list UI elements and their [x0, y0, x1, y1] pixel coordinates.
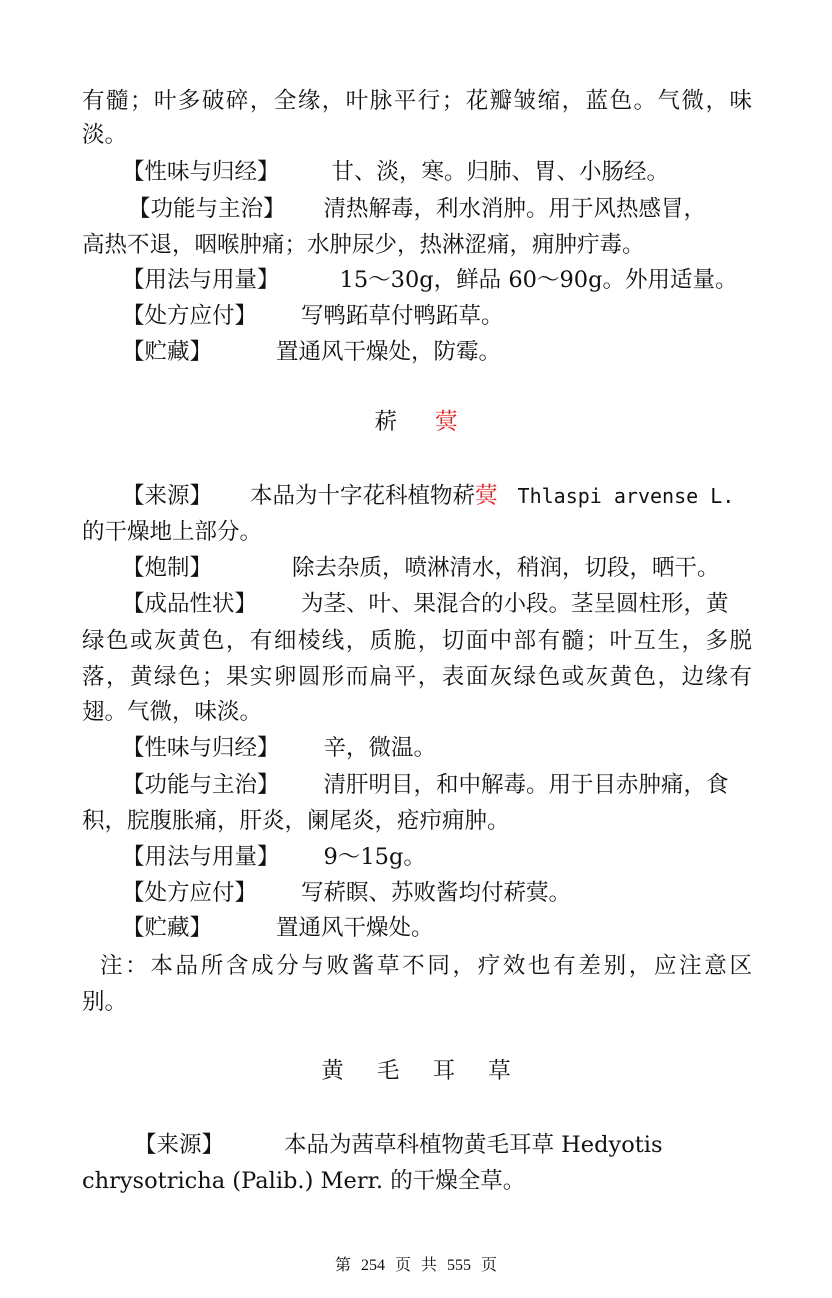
paragraph-line: chrysotricha (Palib.) Merr. 的干燥全草。	[82, 1168, 526, 1194]
note-line: 注：本品所含成分与败酱草不同，疗效也有差别，应注意区	[100, 953, 752, 979]
zhucang-row	[122, 911, 752, 945]
paragraph-line: 积，脘腹胀痛，肝炎，阑尾炎，疮疖痈肿。	[82, 808, 510, 834]
field-text: 清肝明目，和中解毒。用于目赤肿痛，食	[323, 772, 729, 798]
laiyuan-row	[134, 1128, 752, 1162]
field-label: 【性味与归经】	[122, 735, 280, 761]
yongfa-row	[122, 263, 752, 297]
field-text: 辛，微温。	[323, 735, 437, 761]
field-text: 写鸭跖草付鸭跖草。	[301, 303, 504, 329]
paragraph-line: 有髓；叶多破碎，全缘，叶脉平行；花瓣皱缩，蓝色。气微，味	[82, 88, 752, 114]
field-label: 【用法与用量】	[122, 267, 280, 293]
paragraph-line: 绿色或灰黄色，有细棱线，质脆，切面中部有髓；叶互生，多脱	[82, 628, 752, 654]
field-label: 【来源】	[122, 483, 213, 509]
chufang-row	[122, 299, 752, 333]
field-text: 写菥瞑、苏败酱均付菥蓂。	[301, 880, 572, 906]
field-label: 【用法与用量】	[122, 844, 280, 870]
field-label: 【处方应付】	[122, 303, 258, 329]
field-text: 甘、淡，寒。归肺、胃、小肠经。	[331, 159, 670, 185]
gongneng-row	[122, 768, 752, 802]
paragraph-line: 的干燥地上部分。	[82, 519, 263, 545]
xingwei-row	[122, 731, 752, 765]
paozhi-row	[122, 551, 752, 585]
highlight-char: 蓂	[475, 483, 498, 509]
field-text: 本品为十字花科植物菥	[250, 483, 476, 509]
field-text: 置通风干燥处，防霉。	[276, 339, 502, 365]
zhucang-row	[122, 335, 752, 369]
field-text: 置通风干燥处。	[276, 915, 434, 941]
note-line: 别。	[82, 989, 128, 1015]
entry-title	[0, 405, 832, 439]
paragraph-line: 高热不退，咽喉肿痛；水肿尿少，热淋涩痛，痈肿疔毒。	[82, 232, 645, 258]
field-text: 清热解毒，利水消肿。用于风热感冒，	[323, 196, 707, 222]
field-text: 本品为茜草科植物黄毛耳草 Hedyotis	[284, 1132, 663, 1158]
field-label: 【功能与主治】	[128, 196, 286, 222]
field-label: 【处方应付】	[122, 880, 258, 906]
paragraph-line: 淡。	[82, 122, 128, 148]
latin-name: Thlaspi arvense L.	[517, 484, 735, 508]
field-text: 15～30g，鲜品 60～90g。外用适量。	[339, 267, 738, 293]
title-char-highlight: 蓂	[435, 409, 458, 435]
field-label: 【炮制】	[122, 555, 213, 581]
title-char: 菥	[374, 409, 397, 435]
chufang-row	[122, 876, 752, 910]
field-label: 【成品性状】	[122, 591, 258, 617]
paragraph-line: 落，黄绿色；果实卵圆形而扁平，表面灰绿色或灰黄色，边缘有	[82, 664, 752, 690]
xingwei-row	[122, 155, 752, 189]
xingzhuang-row	[122, 587, 752, 621]
gongneng-row	[128, 192, 752, 226]
paragraph-line: 翅。气微，味淡。	[82, 699, 263, 725]
field-label: 【贮藏】	[122, 339, 213, 365]
field-text: 9～15g。	[323, 844, 426, 870]
entry-title: 黄 毛 耳 草	[321, 1058, 511, 1084]
field-label: 【贮藏】	[122, 915, 213, 941]
page-footer: 第 254 页 共 555 页	[334, 1257, 497, 1274]
field-label: 【性味与归经】	[122, 159, 280, 185]
yongfa-row	[122, 840, 752, 874]
field-text: 除去杂质，喷淋清水，稍润，切段，晒干。	[292, 555, 720, 581]
laiyuan-row	[122, 479, 752, 513]
field-label: 【功能与主治】	[122, 772, 280, 798]
field-text: 为茎、叶、果混合的小段。茎呈圆柱形，黄	[301, 591, 729, 617]
field-label: 【来源】	[134, 1132, 225, 1158]
